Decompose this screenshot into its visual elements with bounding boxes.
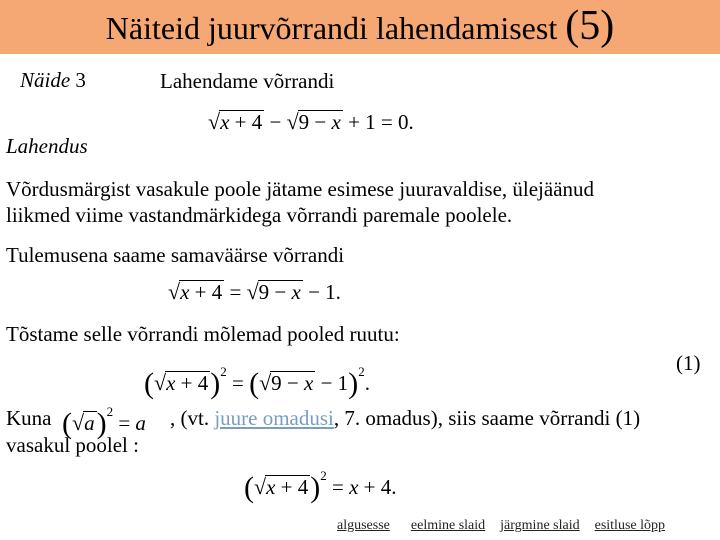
nav-home-link[interactable]: algusesse [337,518,390,533]
example-number: 3 [75,68,86,92]
paragraph-2: Tulemusena saame samaväärse võrrandi [6,243,345,267]
equation-1: √x + 4 − √9 − x + 1 = 0. [208,109,414,134]
paragraph-1-line-1: Võrdusmärgist vasakule poole jätame esimese juuravaldise, ülejäänud [6,177,595,201]
paragraph-3: Tõstame selle võrrandi mõlemad pooled ruutu: [6,322,400,346]
since-sentence [170,405,640,431]
navigation-bar [337,518,665,534]
paragraph-1-line-2: liikmed viime vastandmärkidega võrrandi paremale poolele. [6,203,513,227]
nav-end-link[interactable]: esitluse lõpp [594,518,665,533]
intro-text: Lahendame võrrandi [160,69,335,93]
equation-2: √x + 4 = √9 − x − 1. [168,279,341,304]
example-word: Näide [20,68,71,92]
nav-next-link[interactable]: järgmine slaid [500,518,580,533]
equation-4: $(√a)^2 = a$ [62,404,146,440]
since-line-2: vasakul poolel : [6,433,139,457]
since-middle: , (vt. [170,406,215,430]
title-number: (5) [565,3,615,49]
properties-link[interactable]: juure omadusi [214,406,334,430]
solution-label: Lahendus [6,134,88,158]
page-title [0,3,720,49]
since-after: , 7. omadus), siis saame võrrandi (1) [333,406,641,430]
paragraph-1 [6,176,594,228]
equation-3: $(√x + 4)^2 = (√9 - x - 1)^2$. [144,364,370,400]
nav-prev-link[interactable]: eelmine slaid [410,518,486,533]
title-text: Näiteid juurvõrrandi lahendamisest [105,10,558,46]
equation-number: (1) [676,351,701,375]
example-label [20,68,86,93]
equation-5: $(√x + 4)^2 = x + 4$. [244,468,397,504]
kuna-text: Kuna [6,406,52,430]
